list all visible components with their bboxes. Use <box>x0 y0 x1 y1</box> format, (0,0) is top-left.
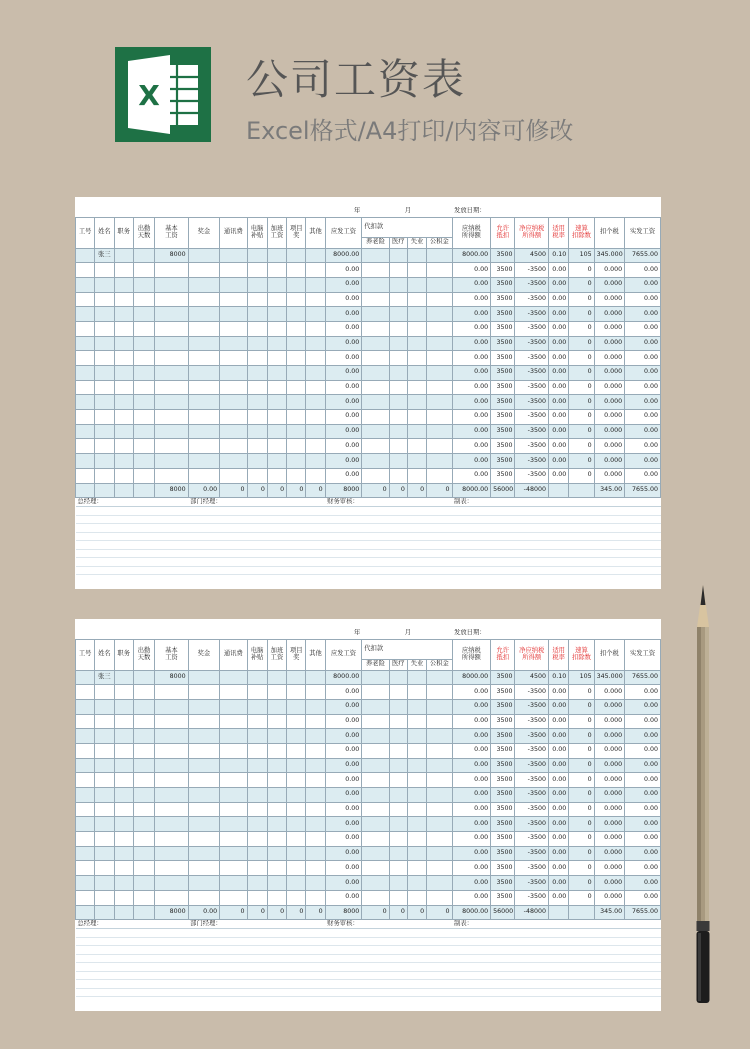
salary-table <box>75 619 661 997</box>
page-subtitle: Excel格式/A4打印/内容可修改 <box>246 117 574 145</box>
col-gross: 应发工资 <box>325 639 362 670</box>
table-row: 0.00 0.00 3500 -3500 0.00 0 0.000 0.00 <box>76 380 661 395</box>
pencil-icon <box>686 585 720 1007</box>
totals-row: 8000 0.00 0 0 0 0 0 8000 0 0 0 0 8000.00 56000 -48000 345.00 7655.00 <box>76 905 661 920</box>
table-row: 0.00 0.00 3500 -3500 0.00 0 0.000 0.00 <box>76 773 661 788</box>
preparer-label: 制表： <box>452 920 660 929</box>
table-row: 0.00 0.00 3500 -3500 0.00 0 0.000 0.00 <box>76 321 661 336</box>
empty-grid-row <box>76 937 661 946</box>
col-net-taxable: 净应纳税 所得额 <box>515 217 549 248</box>
col-comm-fee: 通讯费 <box>220 217 247 248</box>
col-allow: 允许 抵扣 <box>491 217 515 248</box>
table-row: 张三 8000 8000.00 8000.00 3500 4500 0.10 105 345.000 7655.00 <box>76 670 661 685</box>
empty-grid-row <box>76 507 661 516</box>
month-label: 月 <box>389 207 427 217</box>
totals-row: 8000 0.00 0 0 0 0 0 8000 0 0 0 0 8000.00 56000 -48000 345.00 7655.00 <box>76 483 661 498</box>
year-label: 年 <box>325 629 389 639</box>
col-quick: 速算 扣除数 <box>569 217 594 248</box>
col-name: 姓名 <box>95 217 114 248</box>
col-base: 基本 工资 <box>155 639 189 670</box>
empty-grid-row <box>76 963 661 972</box>
empty-grid-row <box>76 946 661 955</box>
empty-grid-row <box>76 929 661 938</box>
col-net-taxable: 净应纳税 所得额 <box>515 639 549 670</box>
signature-row <box>76 498 661 507</box>
table-row: 0.00 0.00 3500 -3500 0.00 0 0.000 0.00 <box>76 292 661 307</box>
col-rate: 适用 税率 <box>548 217 568 248</box>
salary-sheet-2 <box>75 619 661 1011</box>
table-row: 0.00 0.00 3500 -3500 0.00 0 0.000 0.00 <box>76 351 661 366</box>
table-body <box>76 248 661 483</box>
empty-grid-row <box>76 980 661 989</box>
table-row: 0.00 0.00 3500 -3500 0.00 0 0.000 0.00 <box>76 714 661 729</box>
table-row: 0.00 0.00 3500 -3500 0.00 0 0.000 0.00 <box>76 890 661 905</box>
page-title: 公司工资表 <box>246 55 467 104</box>
col-comm-fee: 通讯费 <box>220 639 247 670</box>
table-row: 0.00 0.00 3500 -3500 0.00 0 0.000 0.00 <box>76 454 661 469</box>
gm-label: 总经理： <box>76 498 189 507</box>
table-row: 0.00 0.00 3500 -3500 0.00 0 0.000 0.00 <box>76 263 661 278</box>
table-body <box>76 670 661 905</box>
col-medical: 医疗 <box>389 659 407 670</box>
col-pc: 电脑 补贴 <box>247 639 267 670</box>
col-tax: 扣个税 <box>594 217 624 248</box>
col-housing: 公积金 <box>427 237 452 248</box>
table-row: 0.00 0.00 3500 -3500 0.00 0 0.000 0.00 <box>76 424 661 439</box>
col-taxable: 应纳税 所得额 <box>452 217 491 248</box>
col-bonus: 奖金 <box>188 639 219 670</box>
table-row: 0.00 0.00 3500 -3500 0.00 0 0.000 0.00 <box>76 802 661 817</box>
empty-grid-row <box>76 558 661 567</box>
table-row: 0.00 0.00 3500 -3500 0.00 0 0.000 0.00 <box>76 439 661 454</box>
signature-row <box>76 920 661 929</box>
col-taxable: 应纳税 所得额 <box>452 639 491 670</box>
empty-grid-row <box>76 954 661 963</box>
col-tax: 扣个税 <box>594 639 624 670</box>
col-position: 职务 <box>114 639 133 670</box>
col-housing: 公积金 <box>427 659 452 670</box>
col-other: 其他 <box>306 217 325 248</box>
col-unemploy: 失业 <box>407 237 426 248</box>
col-deduct: 代扣款 <box>362 217 452 237</box>
table-row: 0.00 0.00 3500 -3500 0.00 0 0.000 0.00 <box>76 395 661 410</box>
table-row: 0.00 0.00 3500 -3500 0.00 0 0.000 0.00 <box>76 788 661 803</box>
month-label: 月 <box>389 629 427 639</box>
col-pension: 养老险 <box>362 659 389 670</box>
empty-grid-row <box>76 988 661 997</box>
table-row: 0.00 0.00 3500 -3500 0.00 0 0.000 0.00 <box>76 846 661 861</box>
preparer-label: 制表： <box>452 498 660 507</box>
col-quick: 速算 扣除数 <box>569 639 594 670</box>
col-allow: 允许 抵扣 <box>491 639 515 670</box>
gm-label: 总经理： <box>76 920 189 929</box>
table-row: 张三 8000 8000.00 8000.00 3500 4500 0.10 105 345.000 7655.00 <box>76 248 661 263</box>
empty-grid-row <box>76 541 661 550</box>
col-ot: 加班 工资 <box>267 639 286 670</box>
col-bonus: 奖金 <box>188 217 219 248</box>
col-pension: 养老险 <box>362 237 389 248</box>
table-row: 0.00 0.00 3500 -3500 0.00 0 0.000 0.00 <box>76 366 661 381</box>
year-label: 年 <box>325 207 389 217</box>
table-row: 0.00 0.00 3500 -3500 0.00 0 0.000 0.00 <box>76 832 661 847</box>
empty-grid-row <box>76 566 661 575</box>
table-row: 0.00 0.00 3500 -3500 0.00 0 0.000 0.00 <box>76 817 661 832</box>
table-row: 0.00 0.00 3500 -3500 0.00 0 0.000 0.00 <box>76 861 661 876</box>
table-row: 0.00 0.00 3500 -3500 0.00 0 0.000 0.00 <box>76 699 661 714</box>
col-gross: 应发工资 <box>325 217 362 248</box>
col-proj: 项目 奖 <box>287 217 306 248</box>
empty-grid-row <box>76 971 661 980</box>
table-row: 0.00 0.00 3500 -3500 0.00 0 0.000 0.00 <box>76 468 661 483</box>
finance-label: 财务审核： <box>325 498 452 507</box>
salary-sheet-1 <box>75 197 661 589</box>
col-attendance: 出勤 天数 <box>133 639 154 670</box>
col-other: 其他 <box>306 639 325 670</box>
col-unemploy: 失业 <box>407 659 426 670</box>
col-rate: 适用 税率 <box>548 639 568 670</box>
finance-label: 财务审核： <box>325 920 452 929</box>
pay-date-label: 发放日期： <box>452 207 548 217</box>
col-base: 基本 工资 <box>155 217 189 248</box>
table-row: 0.00 0.00 3500 -3500 0.00 0 0.000 0.00 <box>76 758 661 773</box>
col-name: 姓名 <box>95 639 114 670</box>
col-deduct: 代扣款 <box>362 639 452 659</box>
table-row: 0.00 0.00 3500 -3500 0.00 0 0.000 0.00 <box>76 743 661 758</box>
col-id: 工号 <box>76 217 95 248</box>
excel-logo-icon <box>115 47 211 142</box>
table-row: 0.00 0.00 3500 -3500 0.00 0 0.000 0.00 <box>76 685 661 700</box>
col-pc: 电脑 补贴 <box>247 217 267 248</box>
empty-grid-row <box>76 524 661 533</box>
table-row: 0.00 0.00 3500 -3500 0.00 0 0.000 0.00 <box>76 410 661 425</box>
salary-table <box>75 197 661 575</box>
empty-grid-row <box>76 515 661 524</box>
empty-grid-row <box>76 532 661 541</box>
dept-mgr-label: 部门经理： <box>188 920 325 929</box>
col-net-pay: 实发工资 <box>625 217 661 248</box>
col-id: 工号 <box>76 639 95 670</box>
table-row: 0.00 0.00 3500 -3500 0.00 0 0.000 0.00 <box>76 307 661 322</box>
col-net-pay: 实发工资 <box>625 639 661 670</box>
logo-letter: X <box>138 79 160 112</box>
table-row: 0.00 0.00 3500 -3500 0.00 0 0.000 0.00 <box>76 277 661 292</box>
col-attendance: 出勤 天数 <box>133 217 154 248</box>
dept-mgr-label: 部门经理： <box>188 498 325 507</box>
pay-date-label: 发放日期： <box>452 629 548 639</box>
col-ot: 加班 工资 <box>267 217 286 248</box>
table-row: 0.00 0.00 3500 -3500 0.00 0 0.000 0.00 <box>76 729 661 744</box>
col-proj: 项目 奖 <box>287 639 306 670</box>
col-medical: 医疗 <box>389 237 407 248</box>
table-row: 0.00 0.00 3500 -3500 0.00 0 0.000 0.00 <box>76 336 661 351</box>
col-position: 职务 <box>114 217 133 248</box>
empty-grid-row <box>76 549 661 558</box>
table-row: 0.00 0.00 3500 -3500 0.00 0 0.000 0.00 <box>76 876 661 891</box>
